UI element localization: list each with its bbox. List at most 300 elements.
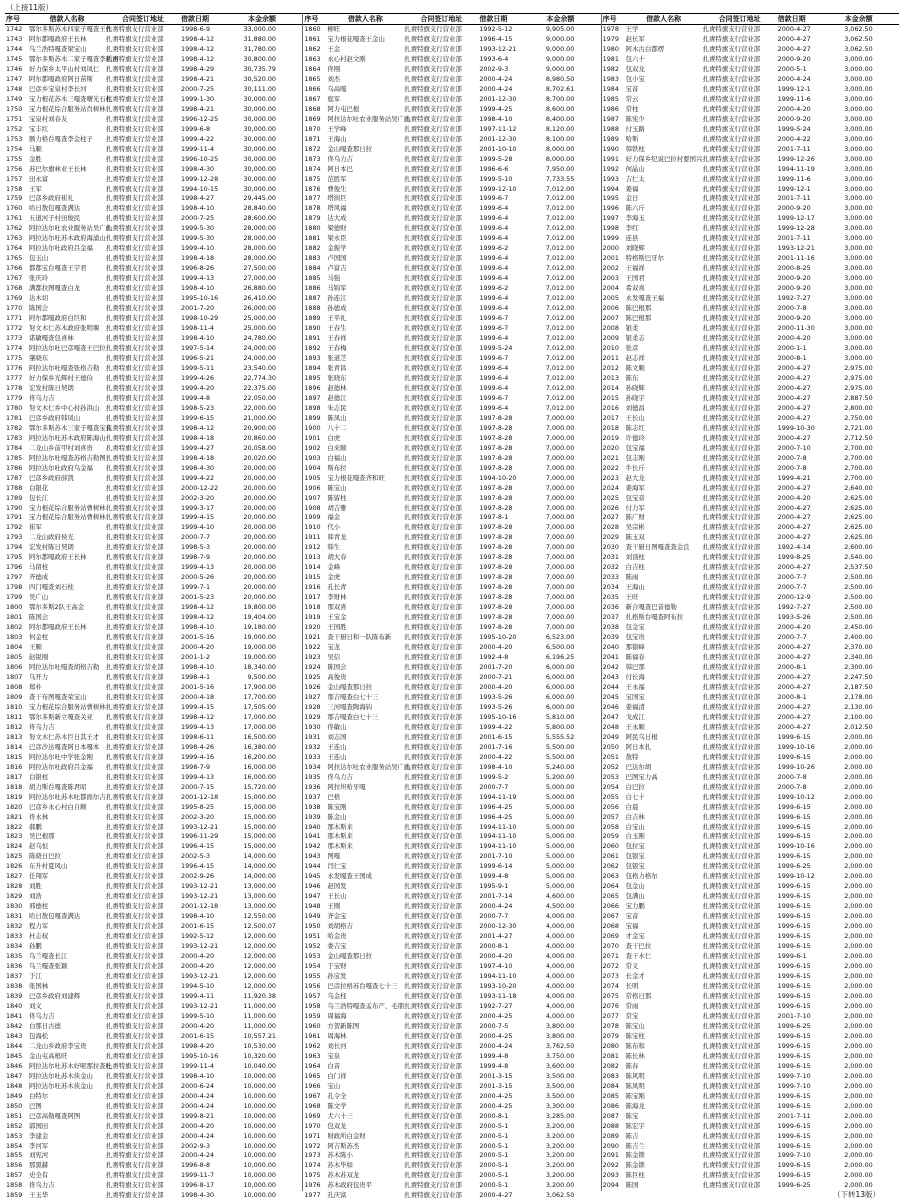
table-row (5, 264, 302, 274)
loan-date-cell: 1999-7-10 (777, 1151, 811, 1160)
table-row (5, 504, 302, 514)
principal-balance-cell: 31,880.00 (243, 34, 276, 43)
table-row (303, 813, 600, 823)
borrower-name-cell: 阿拉达尔吐巴彦嘎查王巴拉 (29, 344, 106, 352)
seq-cell: 1817 (6, 772, 23, 781)
loan-date-cell: 2002-3-20 (181, 493, 215, 502)
seq-cell: 1921 (304, 633, 321, 642)
contract-address-cell: 扎赉特旗支行营业部 (404, 453, 462, 462)
principal-balance-cell: 4,500.00 (545, 902, 575, 911)
loan-date-cell: 1998-4-12 (181, 613, 215, 622)
loan-date-cell: 1994-11-10 (479, 822, 517, 831)
loan-date-cell: 1999-4-16 (181, 752, 215, 761)
table-row (303, 45, 600, 55)
seq-cell: 2001 (602, 254, 619, 263)
table-row (602, 862, 899, 872)
seq-cell: 2037 (602, 613, 619, 622)
table-row (5, 244, 302, 254)
seq-cell: 2010 (602, 344, 619, 352)
table-row (303, 55, 600, 65)
principal-balance-cell: 3,000.00 (844, 334, 873, 343)
contract-address-cell: 扎赉特旗支行营业部 (404, 1161, 462, 1170)
borrower-name-cell: 查干布图嘎查荣宝山 (29, 692, 87, 701)
table-row (5, 1042, 302, 1052)
loan-date-cell: 1999-6-15 (777, 972, 811, 981)
loan-date-cell: 2000-4-18 (181, 692, 215, 701)
seq-cell: 2067 (602, 912, 619, 921)
loan-date-cell: 1997-8-28 (479, 433, 513, 442)
borrower-name-cell: 孔长青 (327, 583, 347, 592)
seq-cell: 1744 (6, 44, 23, 53)
principal-balance-cell: 3,000.00 (844, 164, 873, 173)
borrower-name-cell: 宝山 (327, 1081, 341, 1090)
seq-cell: 1995 (602, 194, 619, 203)
loan-date-cell: 2000-12-22 (181, 483, 219, 492)
borrower-name-cell: 刘杰 (327, 74, 341, 83)
contract-address-cell: 扎赉特旗支行营业部 (106, 563, 164, 572)
contract-address-cell: 扎赉特旗支行营业部 (404, 991, 462, 1000)
table-row (303, 424, 600, 434)
principal-balance-cell: 20,000.00 (243, 563, 276, 572)
principal-balance-cell: 2,537.50 (844, 563, 873, 572)
loan-date-cell: 1994-11-10 (479, 832, 517, 841)
contract-address-cell: 扎赉特旗支行营业部 (702, 1141, 761, 1150)
table-row (602, 284, 899, 294)
loan-date-cell: 1993-5-26 (479, 692, 513, 701)
borrower-name-cell: 包金山 (625, 882, 645, 891)
principal-balance-cell: 14,000.00 (243, 852, 276, 861)
table-row (5, 1052, 302, 1062)
contract-address-cell: 扎赉特旗支行营业部 (106, 732, 164, 741)
loan-date-cell: 2001-10-10 (479, 144, 517, 153)
principal-balance-cell: 6,000.00 (545, 672, 575, 681)
seq-cell: 1809 (6, 692, 23, 701)
column-header-addr: 合同签订地址 (420, 15, 463, 23)
column-header-addr: 合同签订地址 (718, 15, 761, 23)
seq-cell: 2018 (602, 423, 619, 432)
table-row (602, 583, 899, 593)
loan-date-cell: 1998-4-18 (181, 254, 215, 263)
table-row (5, 1012, 302, 1022)
contract-address-cell: 扎赉特旗支行营业部 (106, 1181, 164, 1190)
seq-cell: 1906 (304, 483, 321, 492)
table-row (5, 922, 302, 932)
principal-balance-cell: 8,120.00 (545, 124, 575, 133)
borrower-name-cell: 阿力屯巴根 (327, 104, 360, 113)
borrower-name-cell: 陈金山 (327, 812, 347, 821)
seq-cell: 1866 (304, 84, 321, 93)
contract-address-cell: 扎赉特旗支行营业部 (702, 154, 761, 163)
principal-balance-cell: 7,012.00 (545, 393, 575, 402)
contract-address-cell: 扎赉特旗支行营业部 (404, 1191, 462, 1200)
loan-date-cell: 2001-12-30 (479, 94, 517, 103)
seq-cell: 2091 (602, 1151, 619, 1160)
borrower-name-cell: 宝力根花嘎查王金山 (327, 34, 385, 43)
borrower-name-cell: 苏木苏双龙 (327, 1171, 360, 1180)
seq-cell: 1926 (304, 682, 321, 691)
contract-address-cell: 扎赉特旗支行营业部 (404, 1031, 462, 1040)
borrower-name-cell: 金振学 (327, 244, 347, 253)
contract-address-cell: 扎赉特旗支行营业部 (106, 672, 164, 681)
loan-date-cell: 2000-4-25 (479, 1011, 513, 1020)
loan-date-cell: 2000-5-1 (479, 1121, 509, 1130)
loan-date-cell: 1999-12-1 (777, 84, 811, 93)
table-row (5, 55, 302, 65)
principal-balance-cell: 3,000.00 (844, 204, 873, 213)
loan-date-cell: 1999-6-2 (479, 244, 509, 253)
contract-address-cell: 扎赉特旗支行营业部 (106, 742, 164, 751)
table-row (5, 95, 302, 105)
contract-address-cell: 扎赉特旗支行营业部 (702, 363, 761, 372)
principal-balance-cell: 4,000.00 (545, 912, 575, 921)
loan-date-cell: 2001-7-14 (479, 892, 513, 901)
table-row (5, 1191, 302, 1201)
borrower-name-cell: 好力保乡纪说巴拉村要国兴 (625, 154, 703, 163)
principal-balance-cell: 2,000.00 (844, 1041, 873, 1050)
table-row (602, 1142, 899, 1152)
borrower-name-cell: 王刚 (327, 902, 341, 911)
principal-balance-cell: 6,000.00 (545, 663, 575, 671)
contract-address-cell: 扎赉特旗支行营业部 (702, 1131, 761, 1140)
borrower-name-cell: 胡吉雅 (327, 503, 347, 512)
borrower-name-cell: 李河军 (29, 1141, 49, 1150)
borrower-name-cell: 金山嘎查那日拉 (327, 952, 373, 961)
seq-cell: 1846 (6, 1061, 23, 1070)
contract-address-cell: 扎赉特旗支行营业部 (404, 184, 462, 193)
loan-date-cell: 1999-6-15 (777, 922, 811, 931)
table-row (5, 653, 302, 663)
contract-address-cell: 扎赉特旗支行营业部 (106, 194, 164, 203)
table-row (5, 424, 302, 434)
table-row (602, 254, 899, 264)
seq-cell: 2007 (602, 314, 619, 323)
principal-balance-cell: 7,000.00 (545, 413, 575, 422)
table-row (602, 713, 899, 723)
borrower-name-cell: 宝力根花嘎查齐和旺 (327, 473, 385, 482)
borrower-name-cell: 刘胜 (29, 882, 42, 891)
borrower-name-cell: 阿拉达尔吐政府吕金福 (29, 244, 93, 253)
principal-balance-cell: 2,000.00 (844, 902, 873, 911)
table-row (602, 354, 899, 364)
principal-balance-cell: 20,000.00 (243, 463, 276, 472)
contract-address-cell: 扎赉特旗支行营业部 (106, 932, 164, 941)
table-row (602, 703, 899, 713)
contract-address-cell: 扎赉特旗支行营业部 (106, 663, 164, 671)
contract-address-cell: 扎赉特旗支行营业部 (702, 872, 761, 881)
seq-cell: 1898 (304, 403, 321, 412)
table-row (602, 733, 899, 743)
contract-address-cell: 扎赉特旗支行营业部 (702, 832, 761, 841)
borrower-name-cell: 白特尔 (29, 1091, 49, 1100)
borrower-name-cell: 刘义 (29, 1001, 42, 1010)
contract-address-cell: 扎赉特旗支行营业部 (106, 254, 164, 263)
principal-balance-cell: 6,500.00 (545, 643, 575, 652)
principal-balance-cell: 13,000.00 (243, 892, 276, 901)
loan-date-cell: 1994-10-15 (181, 184, 219, 193)
table-row (5, 484, 302, 494)
loan-date-cell: 2000-4-24 (479, 74, 513, 83)
borrower-name-cell: 陈巴根那 (625, 314, 652, 323)
contract-address-cell: 扎赉特旗支行营业部 (404, 1181, 462, 1190)
principal-balance-cell: 24,780.00 (243, 334, 276, 343)
loan-date-cell: 2001-6-15 (479, 732, 513, 741)
seq-cell: 1751 (6, 114, 23, 123)
principal-balance-cell: 2,000.00 (844, 1151, 873, 1160)
loan-date-cell: 1999-4-10 (181, 244, 215, 253)
table-row (303, 543, 600, 553)
table-row (303, 75, 600, 85)
borrower-name-cell: 包金宝 (625, 623, 645, 632)
seq-cell: 1912 (304, 543, 321, 552)
contract-address-cell: 扎赉特旗支行营业部 (106, 314, 164, 323)
loan-date-cell: 1999-6-15 (777, 1131, 811, 1140)
contract-address-cell: 扎赉特旗支行营业部 (702, 962, 761, 971)
table-row (5, 404, 302, 414)
borrower-name-cell: 好力保乡太平山村刘凤仁 (29, 64, 100, 73)
principal-balance-cell: 2,000.00 (844, 1011, 873, 1020)
borrower-name-cell: 王长山 (625, 413, 645, 422)
loan-date-cell: 2001-11-16 (777, 254, 815, 263)
loan-date-cell: 1999-5-30 (181, 234, 215, 243)
borrower-name-cell: 阿拉达尔吐嘎查张格吉勒 (29, 363, 100, 372)
principal-balance-cell: 12,000.00 (243, 932, 276, 941)
principal-balance-cell: 30,000.00 (243, 164, 276, 173)
contract-address-cell: 扎赉特旗支行营业部 (106, 1101, 164, 1110)
principal-balance-cell: 3,285.00 (545, 1111, 575, 1120)
principal-balance-cell: 5,555.52 (545, 732, 575, 741)
principal-balance-cell: 10,000.00 (243, 1101, 276, 1110)
table-row (5, 533, 302, 543)
contract-address-cell: 扎赉特旗支行营业部 (404, 682, 462, 691)
seq-cell: 1773 (6, 334, 23, 343)
loan-date-cell: 1996-8-17 (181, 1181, 215, 1190)
loan-date-cell: 1999-8-21 (181, 1111, 215, 1120)
table-row (602, 942, 899, 952)
principal-balance-cell: 2,700.00 (844, 443, 873, 452)
borrower-name-cell: 李财林 (327, 593, 347, 602)
table-row (5, 513, 302, 523)
seq-cell: 2058 (602, 822, 619, 831)
loan-date-cell: 2000-7-7 (777, 573, 807, 582)
principal-balance-cell: 13,000.00 (243, 882, 276, 891)
borrower-name-cell: 姜福 (625, 184, 639, 193)
loan-date-cell: 2001-6-15 (181, 1031, 215, 1040)
seq-cell: 1888 (304, 304, 321, 313)
loan-date-cell: 1999-6-15 (777, 1041, 811, 1050)
contract-address-cell: 扎赉特旗支行营业部 (702, 214, 761, 223)
borrower-name-cell: 戈成江 (625, 712, 645, 721)
borrower-name-cell: 阿尔都嘎政府王长林 (29, 623, 87, 632)
principal-balance-cell: 3,200.00 (545, 1121, 575, 1130)
loan-date-cell: 1999-6-4 (479, 234, 509, 243)
table-row (303, 613, 600, 623)
borrower-name-cell: 特格斯巴牙尔 (625, 254, 664, 263)
principal-balance-cell: 2,000.00 (844, 1061, 873, 1070)
contract-address-cell: 扎赉特旗支行营业部 (702, 1001, 761, 1010)
borrower-name-cell: 赵国发 (327, 882, 347, 891)
seq-cell: 1815 (6, 752, 23, 761)
table-row (602, 513, 899, 523)
table-row (602, 85, 899, 95)
loan-date-cell: 1998-4-10 (181, 623, 215, 632)
table-row (5, 204, 302, 214)
principal-balance-cell: 3,000.00 (844, 84, 873, 93)
contract-address-cell: 扎赉特旗支行营业部 (106, 344, 164, 352)
loan-date-cell: 1996-10-25 (181, 154, 219, 163)
loan-date-cell: 1997-11-12 (479, 124, 517, 133)
borrower-name-cell: 佟乌力吉 (29, 1011, 55, 1020)
loan-date-cell: 2000-4-27 (479, 1191, 513, 1200)
table-row (303, 1012, 600, 1022)
seq-cell: 2065 (602, 892, 619, 901)
principal-balance-cell: 20,000.00 (243, 473, 276, 482)
table-row (5, 882, 302, 892)
borrower-name-cell: 陈玉双 (625, 533, 645, 542)
borrower-name-cell: 塔润巨 (327, 194, 347, 203)
contract-address-cell: 扎赉特旗支行营业部 (404, 603, 462, 612)
borrower-name-cell: 赵乌恒 (29, 842, 49, 851)
principal-balance-cell: 30,000.00 (243, 104, 276, 113)
principal-balance-cell: 4,600.00 (545, 892, 575, 901)
contract-address-cell: 扎赉特旗支行营业部 (702, 184, 761, 193)
seq-cell: 1954 (304, 962, 321, 971)
seq-cell: 1887 (304, 294, 321, 303)
principal-balance-cell: 3,062.50 (844, 34, 873, 43)
borrower-name-cell: 刘胡格吉 (327, 922, 353, 931)
table-row (602, 872, 899, 882)
borrower-name-cell: 佟敏山 (327, 722, 347, 731)
table-row (602, 1092, 899, 1102)
borrower-name-cell: 乌兰嘎查长江 (29, 952, 68, 961)
seq-cell: 2014 (602, 383, 619, 392)
borrower-name-cell: 包宝音 (625, 493, 645, 502)
table-row (5, 274, 302, 284)
principal-balance-cell: 3,000.00 (844, 234, 873, 243)
table-row (303, 1062, 600, 1072)
loan-date-cell: 1999-6-25 (777, 1181, 811, 1190)
borrower-name-cell: 阿拉达尔吐农业服务站吴广山 (29, 224, 113, 233)
principal-balance-cell: 7,000.00 (545, 623, 575, 632)
loan-date-cell: 2000-4-24 (181, 1101, 215, 1110)
principal-balance-cell: 29,445.00 (243, 194, 276, 203)
principal-balance-cell: 7,012.00 (545, 224, 575, 233)
table-row (303, 912, 600, 922)
seq-cell: 1994 (602, 184, 619, 193)
seq-cell: 1934 (304, 762, 321, 771)
contract-address-cell: 扎赉特旗支行营业部 (106, 862, 164, 871)
principal-balance-cell: 8,600.00 (545, 104, 575, 113)
borrower-name-cell: 刘长河 (327, 1041, 347, 1050)
principal-balance-cell: 2,400.00 (844, 633, 873, 642)
principal-balance-cell: 20,058.00 (243, 443, 276, 452)
principal-balance-cell: 3,000.00 (844, 104, 873, 113)
principal-balance-cell: 2,000.00 (844, 762, 873, 771)
contract-address-cell: 扎赉特旗支行营业部 (404, 732, 462, 741)
loan-date-cell: 2000-4-27 (777, 483, 811, 492)
loan-date-cell: 1997-8-28 (479, 483, 513, 492)
borrower-name-cell: 苏木毕如 (327, 1161, 353, 1170)
loan-date-cell: 1997-8-28 (479, 543, 513, 552)
borrower-name-cell: 阿拉达尔吐苏木政府陈海山 (29, 433, 106, 442)
contract-address-cell: 扎赉特旗支行营业部 (404, 164, 462, 173)
contract-address-cell: 扎赉特旗支行营业部 (106, 1141, 164, 1150)
borrower-name-cell: 付力军 (625, 503, 645, 512)
table-column-3 (602, 13, 899, 1191)
table-row (602, 643, 899, 653)
table-row (303, 135, 600, 145)
borrower-name-cell: 王永顺 (625, 722, 645, 731)
table-row (602, 852, 899, 862)
borrower-name-cell: 王春祥 (327, 334, 347, 343)
borrower-name-cell: 巴图宝力高 (625, 772, 658, 781)
borrower-name-cell: 张国林 (29, 982, 49, 990)
seq-cell: 2034 (602, 583, 619, 592)
borrower-name-cell: 三河嘎查陶海钧 (327, 702, 373, 711)
borrower-name-cell: 阿拉达尔吐苏木侠金山 (29, 1081, 93, 1090)
loan-date-cell: 1999-6-15 (777, 822, 811, 831)
principal-balance-cell: 2,000.00 (844, 1091, 873, 1100)
loan-date-cell: 1998-10-29 (181, 314, 219, 323)
loan-date-cell: 2000-4-25 (479, 1031, 513, 1040)
borrower-name-cell: 银柔志 (625, 334, 645, 343)
contract-address-cell: 扎赉特旗支行营业部 (404, 154, 462, 163)
principal-balance-cell: 19,000.00 (243, 653, 276, 662)
principal-balance-cell: 2,625.00 (844, 533, 873, 542)
borrower-name-cell: 陈吉兰 (625, 1141, 645, 1150)
seq-cell: 1792 (6, 523, 23, 532)
loan-date-cell: 2001-1-2 (181, 653, 211, 662)
seq-cell: 1933 (304, 752, 321, 761)
principal-balance-cell: 20,000.00 (243, 543, 276, 552)
seq-cell: 2064 (602, 882, 619, 891)
borrower-name-cell: 崔军 (29, 523, 42, 532)
loan-date-cell: 1999-4-13 (181, 563, 215, 572)
loan-date-cell: 1998-4-10 (181, 204, 215, 213)
principal-balance-cell: 20,000.00 (243, 523, 276, 532)
principal-balance-cell: 2,100.00 (844, 712, 873, 721)
borrower-name-cell: 阿拉达尔吐苏木侠金山 (29, 1071, 93, 1080)
principal-balance-cell: 10,000.00 (243, 1091, 276, 1100)
table-row (602, 613, 899, 623)
loan-date-cell: 2001-12-18 (181, 792, 219, 801)
loan-date-cell: 1994-11-10 (479, 842, 517, 851)
seq-cell: 1959 (304, 1011, 321, 1020)
seq-cell: 1865 (304, 74, 321, 83)
contract-address-cell: 扎赉特旗支行营业部 (106, 623, 164, 632)
contract-address-cell: 扎赉特旗支行营业部 (106, 1031, 164, 1040)
loan-date-cell: 1999-6-15 (777, 991, 811, 1000)
table-row (602, 155, 899, 165)
loan-date-cell: 1998-4-30 (181, 1191, 215, 1200)
loan-date-cell: 1998-4-10 (181, 284, 215, 293)
seq-cell: 2002 (602, 264, 619, 273)
seq-cell: 1810 (6, 702, 23, 711)
seq-cell: 2076 (602, 1001, 619, 1010)
borrower-name-cell: 陈福春 (625, 653, 645, 662)
seq-cell: 1848 (6, 1081, 23, 1090)
contract-address-cell: 扎赉特旗支行营业部 (702, 722, 761, 731)
table-row (602, 783, 899, 793)
table-row (303, 404, 600, 414)
loan-date-cell: 1999-6-8 (181, 124, 211, 133)
table-row (602, 623, 899, 633)
borrower-name-cell: 张道芝 (327, 353, 347, 362)
loan-date-cell: 2000-4-20 (479, 952, 513, 961)
table-row (602, 823, 899, 833)
seq-cell: 1746 (6, 64, 23, 73)
seq-cell: 1980 (602, 44, 619, 53)
borrower-name-cell: 永发嘎查王国成 (327, 872, 373, 881)
